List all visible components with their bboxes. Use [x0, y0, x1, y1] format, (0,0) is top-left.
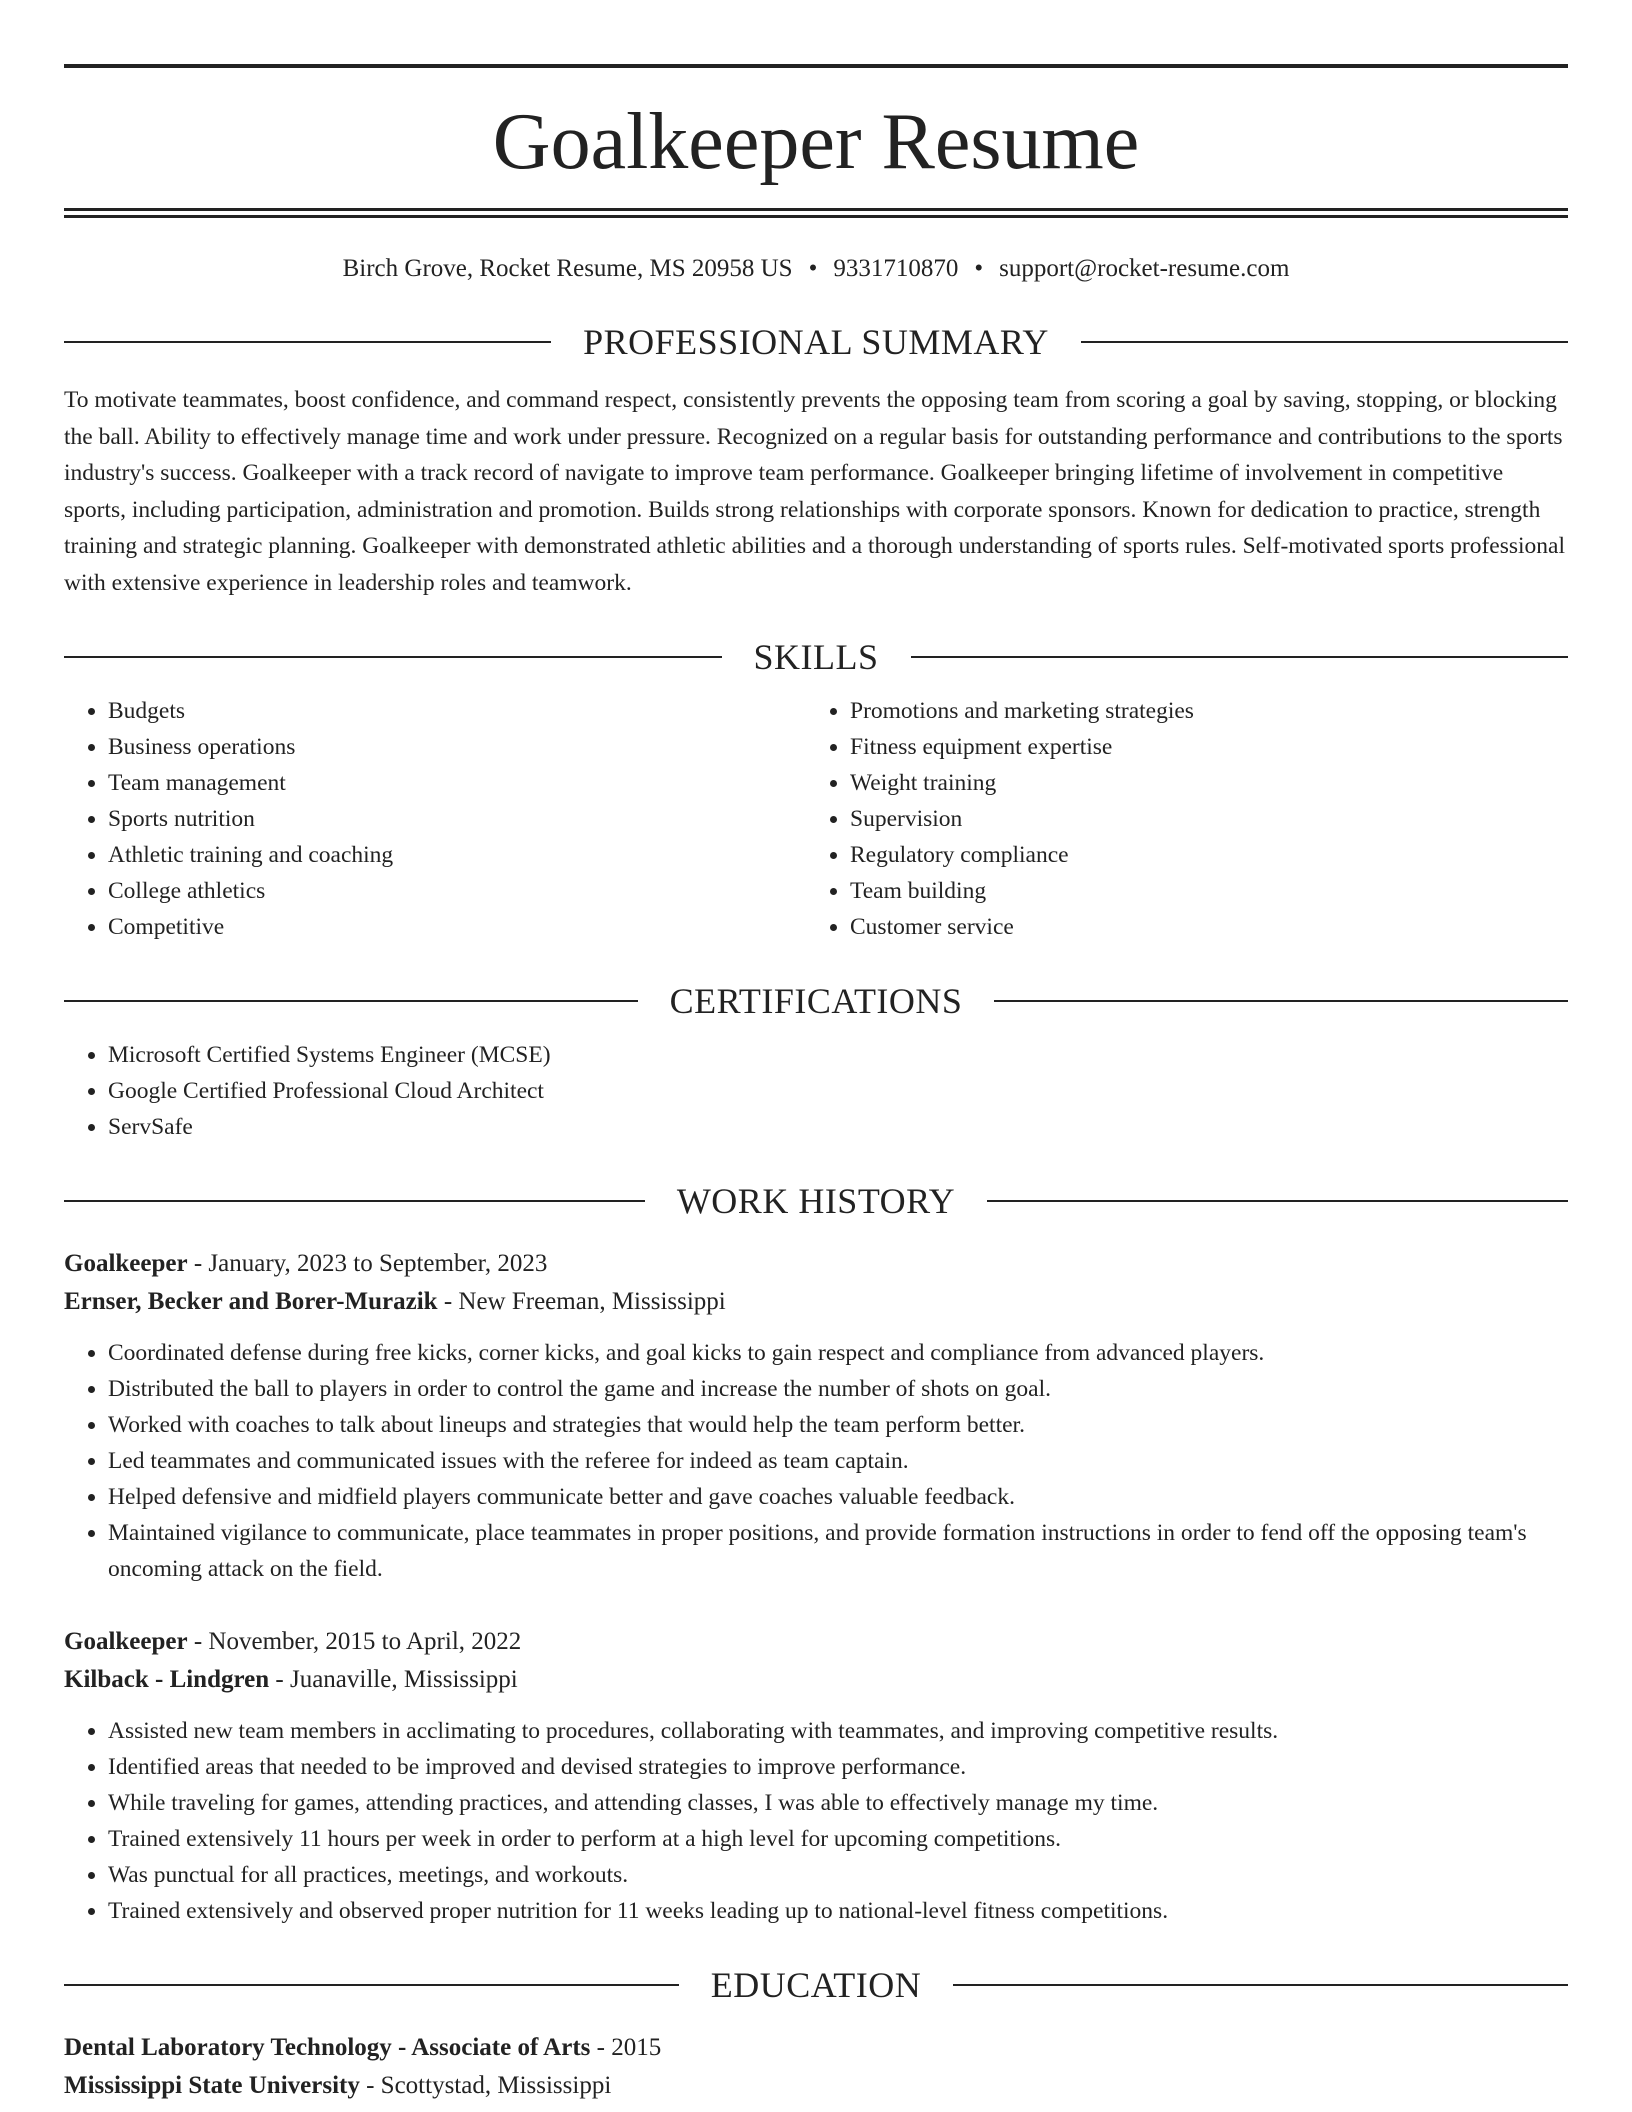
section-rule-right — [911, 656, 1569, 658]
education-degree-line — [64, 2029, 1568, 2067]
section-rule-right — [987, 1200, 1568, 1202]
job-company: Kilback - Lindgren — [64, 1666, 270, 1693]
certifications-list — [64, 1037, 1568, 1145]
education-degree: Dental Laboratory Technology - Associate of Arts — [64, 2034, 591, 2061]
section-title-work-history: WORK HISTORY — [676, 1181, 956, 1221]
certification-item: • ServSafe — [108, 1109, 1568, 1145]
job-bullet: • Was punctual for all practices, meetings, and workouts. — [108, 1857, 1568, 1893]
resume-page — [64, 64, 1568, 2105]
job-title: Goalkeeper — [64, 1250, 188, 1277]
certification-item: • Microsoft Certified Systems Engineer (MCSE) — [108, 1037, 1568, 1073]
skills-list — [64, 693, 1568, 945]
skill-item: • Athletic training and coaching — [108, 837, 806, 873]
education-year: - 2015 — [590, 2034, 662, 2061]
job-bullet: • While traveling for games, attending practices, and attending classes, I was able to effectively manage my time. — [108, 1785, 1568, 1821]
job-dates: - November, 2015 to April, 2022 — [187, 1628, 522, 1655]
job-title-line — [64, 1245, 1568, 1283]
section-header-education — [64, 1963, 1568, 2007]
skill-item: • Team building — [850, 873, 1548, 909]
summary-paragraph: To motivate teammates, boost confidence, and command respect, consistently prevents the opposing team from scoring a goal by saving, stopping, or blocking the ball. Ability to effectively manage time and work under pressure. Recognized on a regular basis for outstanding performance and contributions to the sports industry's success. Goalkeeper with a track record of navigate to improve team performance. Goalkeeper bringing lifetime of involvement in competitive sports, including participation, administration and promotion. Builds strong relationships with corporate sponsors. Known for dedication to practice, strength training and strategic planning. Goalkeeper with demonstrated athletic abilities and a thorough understanding of sports rules. Self-motivated sports professional with extensive experience in leadership roles and teamwork. — [64, 387, 1566, 596]
skill-item: • Promotions and marketing strategies — [850, 693, 1548, 729]
job-title-line — [64, 1623, 1568, 1661]
job-location: - New Freeman, Mississippi — [437, 1288, 726, 1315]
title-double-rule — [64, 208, 1568, 218]
skill-item: • Business operations — [108, 729, 806, 765]
section-title-education: EDUCATION — [710, 1965, 922, 2005]
education-school: Mississippi State University — [64, 2072, 360, 2099]
section-rule-right — [953, 1984, 1568, 1986]
skill-item: • Weight training — [850, 765, 1548, 801]
certification-item: • Google Certified Professional Cloud Architect — [108, 1073, 1568, 1109]
section-rule-left — [64, 341, 551, 343]
section-title-certifications: CERTIFICATIONS — [669, 981, 963, 1021]
job-bullet: • Distributed the ball to players in order to control the game and increase the number of shots on goal. — [108, 1371, 1568, 1407]
job-title: Goalkeeper — [64, 1628, 188, 1655]
section-rule-left — [64, 1984, 679, 1986]
education-location: - Scottystad, Mississippi — [359, 2072, 612, 2099]
job-entry — [64, 1245, 1568, 1587]
job-location: - Juanaville, Mississippi — [269, 1666, 518, 1693]
contact-phone: 9331710870 — [833, 255, 959, 282]
job-company-line — [64, 1283, 1568, 1321]
job-bullet: • Coordinated defense during free kicks, corner kicks, and goal kicks to gain respect and compliance from advanced players. — [108, 1335, 1568, 1371]
job-company-line — [64, 1661, 1568, 1699]
section-title-skills: SKILLS — [753, 637, 879, 677]
skill-item: • Competitive — [108, 909, 806, 945]
job-entry — [64, 1623, 1568, 1929]
skill-item: • Customer service — [850, 909, 1548, 945]
skill-item: • Supervision — [850, 801, 1548, 837]
job-bullet: • Trained extensively and observed proper nutrition for 11 weeks leading up to national-level fitness competitions. — [108, 1893, 1568, 1929]
job-bullet: • Identified areas that needed to be improved and devised strategies to improve performance. — [108, 1749, 1568, 1785]
skills-column-right — [806, 693, 1548, 945]
skill-item: • Team management — [108, 765, 806, 801]
section-rule-left — [64, 656, 722, 658]
job-bullet: • Led teammates and communicated issues with the referee for indeed as team captain. — [108, 1443, 1568, 1479]
skill-item: • Budgets — [108, 693, 806, 729]
education-entry — [64, 2029, 1568, 2105]
contact-separator: • — [974, 255, 984, 282]
job-bullet: • Maintained vigilance to communicate, place teammates in proper positions, and provide formation instructions in order to fend off the opposing team's oncoming attack on the field. — [108, 1515, 1568, 1587]
section-rule-right — [994, 1000, 1568, 1002]
job-dates: - January, 2023 to September, 2023 — [187, 1250, 548, 1277]
top-rule — [64, 64, 1568, 68]
skill-item: • Sports nutrition — [108, 801, 806, 837]
section-rule-right — [1081, 341, 1568, 343]
job-bullet: • Worked with coaches to talk about lineups and strategies that would help the team perform better. — [108, 1407, 1568, 1443]
section-header-skills — [64, 635, 1568, 679]
skill-item: • Fitness equipment expertise — [850, 729, 1548, 765]
contact-separator: • — [808, 255, 818, 282]
contact-address: Birch Grove, Rocket Resume, MS 20958 US — [342, 255, 793, 282]
job-company: Ernser, Becker and Borer-Murazik — [64, 1288, 438, 1315]
resume-title: Goalkeeper Resume — [492, 98, 1140, 186]
job-bullet: • Helped defensive and midfield players communicate better and gave coaches valuable feedback. — [108, 1479, 1568, 1515]
skill-item: • Regulatory compliance — [850, 837, 1548, 873]
section-header-certifications — [64, 979, 1568, 1023]
section-rule-left — [64, 1000, 638, 1002]
section-title-summary: PROFESSIONAL SUMMARY — [583, 322, 1049, 362]
skills-column-left — [64, 693, 806, 945]
job-bullet: • Trained extensively 11 hours per week in order to perform at a high level for upcoming competitions. — [108, 1821, 1568, 1857]
section-header-summary — [64, 320, 1568, 364]
section-rule-left — [64, 1200, 645, 1202]
section-header-work-history — [64, 1179, 1568, 1223]
skill-item: • College athletics — [108, 873, 806, 909]
contact-line — [64, 252, 1568, 286]
contact-email: support@rocket-resume.com — [999, 255, 1290, 282]
education-school-line — [64, 2067, 1568, 2105]
job-bullet: • Assisted new team members in acclimating to procedures, collaborating with teammates, and improving competitive results. — [108, 1713, 1568, 1749]
